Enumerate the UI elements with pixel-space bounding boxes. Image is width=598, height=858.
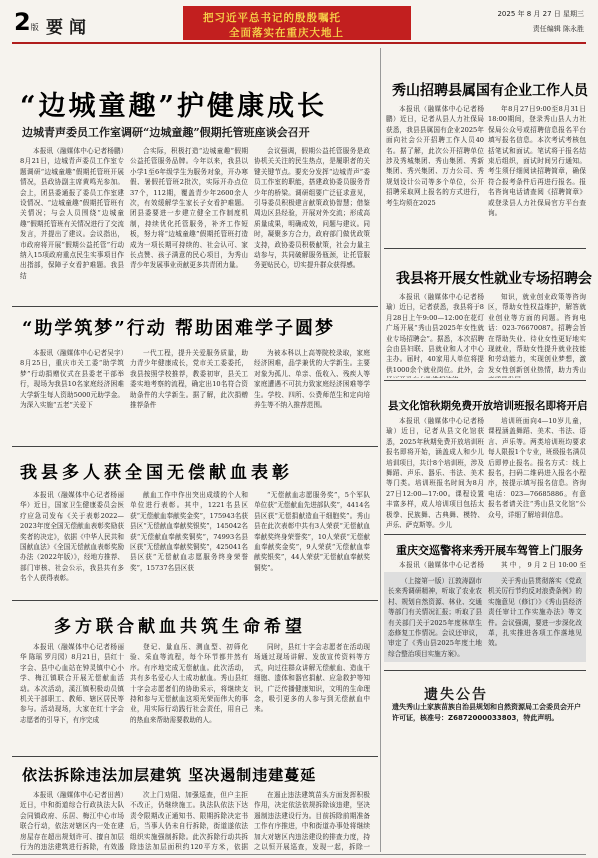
right2-title: 我县将开展女性就业专场招聘会 [396, 271, 592, 287]
article3-col3: “无偿献血志愿服务奖”，5个军队单位获“无偿献血先进部队奖”，4414名县区获“无偿捐献造血干细胞奖”。秀山县在此次表彰中共有3人荣获“无偿献血奉献奖终身荣誉奖”，10人荣获“无偿献血奉献奖金奖”，9人荣获“无偿献血奉献奖银奖”，44人荣获“无偿献血奉献奖铜奖”。 [254, 491, 370, 572]
divider [384, 380, 586, 381]
article4-col1: 本报讯（融媒体中心记者杨丽华 陈瑶 罗月园）8月21日，县红十字会、县中心血站在钟灵镇中心小学、梅江镇联合开展无偿献血活动。本次活动，溪江镇积极动员镇机关干部职工、教师、辖区居民等参与。活动现场，大家在红十字会志愿者的引导下，有序完成 [20, 643, 124, 724]
divider [12, 446, 378, 447]
divider [12, 756, 378, 757]
right1-col2: 年8月27日9:00至8月31日18:00期间，登录秀山县人力社保局公众号或招聘信息报名平台填写报名信息。本次考试考核包括笔试和面试。笔试将于报名结束后组织，面试时间另行通知。考生须仔细阅读招聘简章，确保符合报考条件后再进行报名。报名咨询电话请查阅《招聘简章》或登录县人力社保局官方平台查询。 [488, 105, 586, 218]
article3-title: 我县多人获全国无偿献血表彰 [20, 463, 293, 483]
divider [12, 600, 378, 601]
footer-rule [12, 854, 586, 855]
right3-title: 县文化馆秋期免费开放培训班报名即将开启 [388, 400, 588, 412]
article4-col3: 同时，县红十字会志愿者在活动现场通过现场讲解、发放宣传资料等方式，向过往群众讲解无偿献血、造血干细胞、遗体和器官捐献、应急救护等知识，广泛传播健康知识，文明的生命理念，吸引更多的人参与到无偿献血中来。 [254, 643, 370, 714]
right4-title: 重庆交巡警将来秀开展车驾管上门服务 [396, 544, 583, 557]
article2-col1: 本报讯（融媒体中心记者吴宇）8月25日，重庆市关工委“助学筑梦”行动捐赠仪式在县委老干部举行，现场为我县10名家庭经济困难大学新生每人资助5000元助学金。为深入实施“五老”关爱下 [20, 349, 124, 410]
article1-subtitle: 边城青声委员工作室调研“边城童趣”假期托管班座谈会召开 [22, 126, 310, 139]
article5-col3: 在遏止违法建筑苗头方面发挥积极作用，决定依法依规拆除该违建，坚决遏制违法建设行为。目前拆除前期准备工作有序推进，中和街道办事处将继续加大对辖区内违法建设的排查力度，持之以恒开展巡查，发现一起，拆除一 [254, 791, 370, 852]
editor-credit: 责任编辑 陈永胜 [532, 25, 584, 33]
gray-box-col2: 关于秀山县贯彻落实《党政机关厉行节约反对浪费条例》的实施意见（修订）》《秀山县经济责任审计工作实施办法》等文件。会议强调，要进一步深化改革，扎实推进各项工作落地见效。 [488, 577, 582, 648]
issue-date: 2025 年 8 月 27 日 星期三 [497, 10, 584, 18]
notice-body: 遗失秀山土家族苗族自治县规划和自然资源局工会委员会开户许可证，核准号：Z6872000033803，特此声明。 [392, 703, 581, 722]
divider [384, 534, 586, 535]
right4-col1: 本报讯（融媒体中心记者杨 [399, 561, 484, 569]
article5-col2: 次上门劝阻、加强巡查，但户主拒不改正，仍继续施工。执法队依法下达责令限期改正通知书、限期拆除决定书后，当事人仍未自行拆除，街道遂依法组织实施强制拆除。此次拆除行动共拆除违法加层面积约120平方米，依据 [130, 791, 248, 852]
article2-col2: 一代工程，提升关爱服务质量，助力青少年健康成长，党市关工委委托，我县按照学校推荐，教委初审，县关工委实地考察的流程，确定出10名符合资助条件的大学新生。据了解，此次捐赠推荐条件 [130, 349, 248, 410]
page-suffix: 版 [30, 23, 39, 32]
divider [384, 670, 586, 671]
page-header [0, 0, 598, 42]
divider [12, 306, 378, 307]
section-name: 要闻 [46, 18, 92, 38]
slogan-banner [183, 6, 411, 40]
article1-title: “边城童趣”护健康成长 [20, 91, 328, 122]
article4-title: 多方联合献血共筑生命希望 [54, 617, 306, 637]
article1-col1: 本报讯（融媒体中心记者杨鹏）8月21日，边城青声委员工作室专题调研“边城童趣”假期托管班开展情况，县政协副主席黄鸣光参加。会上，团县委通报了委员工作室建设情况、“边城童趣”假期托管班有关情况；与会人员围绕“边城童趣”假期托管班有关情况进行了交流发言，并提出了建议。会议指出，市政府将开展“假期公益托管”行动纳入15项政府重点民生实事项目作出指部，保障子女看护难题。我县结 [20, 147, 124, 280]
article5-col1: 本报讯（融媒体中心记者田茜）近日，中和街道综合行政执法大队会同镇政府、乐居、梅江中心市场联合行动，依法对辖区内一处在建房屋存在超出规划许可、擅自加层行为的违法建筑进行拆除，有效遏 [20, 791, 124, 852]
continued-article-box [384, 572, 586, 662]
right2-col2: 知识，就业创业政策等咨询区，帮助女性权益维护，解答就业创业等方面的问题。咨询电话：023-76670087。招聘会旨在帮助失业、待业女性更好地实现就业，帮助女性提升就业技能和劳动能力，实现创业梦想，激发女性创新创业热情，助力秀山 [488, 293, 586, 374]
right4-col2: 其中，9月2日10:00至 [501, 561, 586, 569]
header-rule [12, 42, 586, 44]
banner-line-1: 把习近平总书记的殷殷嘱托 [203, 12, 341, 24]
divider [384, 248, 586, 249]
article1-col2: 合实际，积极打造“边城童趣”假期公益托管服务品牌。今年以来，我县以小学1至6年级学生为服务对象，开办寒假、暑假托管班2批次，实际开办点位37个，112期，覆盖青少年2600余人次，有效缓解学生家长子女看护难题。团县委要进一步建立健全工作制度机制，持续优化托管服务，补齐工作短板，努力将“边城童趣”假期托管班打造成为一项长期可持续的、社会认可、家长点赞、孩子满意的民心项目，为秀山青少年发展事业贡献更多共青团力量。 [130, 147, 248, 270]
article3-col2: 献血工作中作出突出成绩的个人和单位进行表彰。其中，1221名县区获“无偿献血奉献奖金奖”，175943名获县区“无偿献血奉献奖银奖”，145042名获“无偿献血奉献奖铜奖”，74993名县区获“无偿献血奉献奖铜奖”，425041名县区获“无偿献血志愿服务终身荣誉奖”，15737名县区获 [130, 491, 248, 572]
article3-col1: 本报讯（融媒体中心记者杨丽华）近日，国家卫生健康委员会医疗应急司发布《关于表彰2022—2023年度全国无偿献血表彰奖励获奖者的决定》，依据《中华人民共和国献血法》《全国无偿献血表彰奖励办法（2022年版）》，经地方推荐、部门审核、社会公示，我县共有多名个人获得表彰。 [20, 491, 124, 583]
article2-title: “助学筑梦”行动 帮助困难学子圆梦 [22, 318, 335, 339]
right2-col1: 本报讯（融媒体中心记者杨瑜）近日，记者获悉，我县将于8月28日上午9:00—12:00在花灯广场开展“秀山县2025年女性就业专场招聘会”。据悉，本次招聘会由县妇联、县就业和人才中心主办。届时，40家用人单位将提供1000余个就业岗位。此外，会 [386, 293, 484, 374]
right3-col1: 本报讯（融媒体中心记者杨瑜）近日，记者从县文化馆获悉，2025年秋期免费开放培训班报名即将开始，涵盖成人和少儿培训项目，共计8个培训班，涉及舞蹈、声乐、器乐、书法、美术等门类。培训班报名时间为8月27日12:00—17:00。课程设置丰富多样，成人培训项目包括太极拳、民族舞、古典舞、模特、声乐、萨克斯等。少儿 [386, 417, 484, 530]
article5-title: 依法拆除违法加层建筑 坚决遏制违建蔓延 [22, 766, 317, 784]
right1-col1: 本报讯（融媒体中心记者杨鹏）近日，记者从县人力社保局获悉，我县县属国有企业2025年面向社会公开招聘工作人员40名。据了解，此次公开招聘单位涉及秀城集团、秀山集团、秀新集团、秀兴集团、万力公司、秀规划设计公司等多个单位，公开招聘采取网上报名的方式进行，考生均须在2025 [386, 105, 484, 207]
article4-col2: 登记、量血压、测血型、初筛化验、采血等流程，每个环节都井然有序。有序地完成无偿献血。此次活动，共有多名爱心人士成功献血。秀山县红十字会志愿者们的协助采示，将继续支持和参与无偿献血这项光荣而伟大的事业，用实际行动践行社会责任，用自己的热血来帮助需要救助的人。 [130, 643, 248, 724]
gray-box-col1: （上接第一版）江敦涛副市长来秀调研精神，听取了农业农村、规划自然资源、林业、交通等部门有关情况汇报；听取了县有关部门关于2025年度林草生态修复工作情况。会议还审议，审定了《秀山县2025年度土地综合整治项目实施方案》。 [388, 577, 482, 658]
notice-title: 遗失公告 [424, 687, 488, 703]
banner-line-2: 全面落实在重庆大地上 [229, 27, 344, 39]
page-number: 2版 [14, 8, 39, 36]
column-separator [380, 48, 381, 852]
article1-col3: 会议强调，假期公益托管服务是政协机关关注的民生热点，是履职者的关键关键节点。要充分发挥“边城青声”委员工作室的职能，搭建政协委员服务青少年的桥梁。调研组要广泛征求意见，引导委员积极建言献策政协智慧；借鉴周边区县经验，开展对外交流；形成高质量成果，明确成效，问题与建议。同时，凝聚多方合力，政府部门做优政策支持，政协委员积极献策，社会力量主动参与，共同破解服务瓶颈，让托管服务更贴民心，切实提升群众获得感。 [254, 147, 370, 270]
right1-title: 秀山招聘县属国有企业工作人员 [392, 83, 588, 99]
article2-col3: 为被本科以上高等院校录取，家庭经济困难，品学兼优的大学新生。主要对象为孤儿、单亲、低收入、残疾人等家庭遭遇不可抗力致家庭经济困难等学生。学校、四所、公费师范生和定向培养生等不纳入推荐范围。 [254, 349, 370, 410]
right3-col2: 培训班面向4—10岁儿童，课程涵盖舞蹈、美术、书法、语言、声乐等。两类培训班均要求每人限报1个专业，班级报名满员后即停止报名。报名方式：线上报名，扫码二维码进入报名小程序，按提示填写报名信息。咨询电话：023—76685886。有意报名者请关注“秀山县文化馆”公众号，详细了解培训信息。 [488, 417, 586, 519]
